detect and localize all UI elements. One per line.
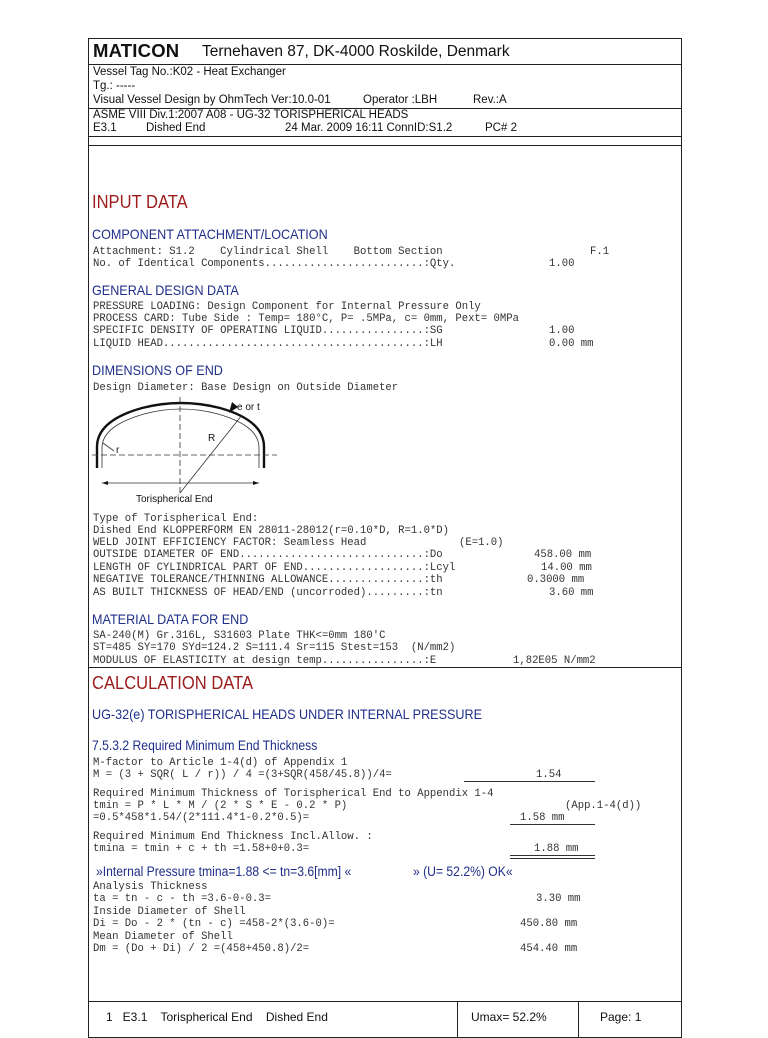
company-address: Ternehaven 87, DK-4000 Roskilde, Denmark	[202, 43, 510, 60]
thinning-allowance: NEGATIVE TOLERANCE/THINNING ALLOWANCE...............:th	[93, 574, 443, 586]
mean-diameter-label: Mean Diameter of Shell	[93, 931, 233, 943]
process-card: PROCESS CARD: Tube Side : Temp= 180°C, P= .5MPa, c= 0mm, Pext= 0MPa	[93, 313, 519, 325]
mean-diameter-value: 454.40 mm	[520, 943, 578, 955]
general-heading: GENERAL DESIGN DATA	[92, 282, 239, 298]
underline	[510, 855, 595, 856]
radius-R-line	[180, 415, 242, 493]
revision: Rev.:A	[473, 94, 507, 106]
tmin-value: 1.58 mm	[520, 812, 565, 824]
company-name: MATICON	[93, 40, 180, 61]
item-name: Dished End	[146, 122, 206, 134]
item-number: E3.1	[93, 122, 117, 134]
footer-separator	[457, 1001, 458, 1038]
analysis-thickness-label: Analysis Thickness	[93, 881, 208, 893]
attachment-heading: COMPONENT ATTACHMENT/LOCATION	[92, 226, 328, 242]
material-spec: SA-240(M) Gr.316L, S31603 Plate THK<=0mm 180'C	[93, 630, 386, 642]
material-stresses: ST=485 SY=170 SYd=124.2 S=111.4 Sr=115 Stest=153 (N/mm2)	[93, 642, 456, 654]
design-code: ASME VIII Div.1:2007 A08 - UG-32 TORISPHERICAL HEADS	[93, 109, 409, 121]
outside-diameter-value: 458.00 mm	[534, 549, 592, 561]
tmina-value: 1.88 mm	[534, 843, 579, 855]
pc-number: PC# 2	[485, 122, 517, 134]
footer-item: 1 E3.1 Torispherical End Dished End	[106, 1010, 328, 1024]
qty-value: 1.00	[549, 258, 575, 270]
weld-factor-value: (E=1.0)	[459, 537, 504, 549]
qty-line: No. of Identical Components.........................:Qty.	[93, 258, 456, 270]
result-utilization: » (U= 52.2%) OK«	[413, 864, 513, 879]
figure-caption: Torispherical End	[136, 494, 213, 505]
label-r: r	[116, 445, 120, 456]
m-factor-value: 1.54	[536, 769, 562, 781]
analysis-thickness-formula: ta = tn - c - th =3.6-0-0.3=	[93, 893, 272, 905]
cyl-length: LENGTH OF CYLINDRICAL PART OF END...................:Lcyl	[93, 562, 456, 574]
divider	[88, 136, 682, 137]
m-factor-formula: M = (3 + SQR( L / r)) / 4 =(3+SQR(458/45.8))/4=	[93, 769, 392, 781]
tmin-formula: tmin = P * L * M / (2 * S * E - 0.2 * P)	[93, 800, 348, 812]
tmina-formula: tmina = tmin + c + th =1.58+0+0.3=	[93, 843, 310, 855]
calculation-subtitle: UG-32(e) TORISPHERICAL HEADS UNDER INTERNAL PRESSURE	[92, 706, 482, 722]
design-diameter: Design Diameter: Base Design on Outside Diameter	[93, 382, 399, 394]
specific-density-value: 1.00	[549, 325, 575, 337]
divider	[88, 145, 682, 146]
vessel-tag: Vessel Tag No.:K02 - Heat Exchanger	[93, 66, 286, 78]
inside-diameter-formula: Di = Do - 2 * (tn - c) =458-2*(3.6-0)=	[93, 918, 335, 930]
type-label: Type of Torispherical End:	[93, 513, 259, 525]
mean-diameter-formula: Dm = (Do + Di) / 2 =(458+450.8)/2=	[93, 943, 310, 955]
underline	[464, 781, 595, 782]
section-heading: 7.5.3.2 Required Minimum End Thickness	[92, 738, 318, 753]
m-factor-label: M-factor to Article 1-4(d) of Appendix 1	[93, 757, 348, 769]
liquid-head: LIQUID HEAD.........................................:LH	[93, 338, 443, 350]
pressure-loading: PRESSURE LOADING: Design Component for Internal Pressure Only	[93, 301, 481, 313]
built-thickness-value: 3.60 mm	[549, 587, 594, 599]
tmina-label: Required Minimum End Thickness Incl.Allow. :	[93, 831, 373, 843]
inside-diameter-value: 450.80 mm	[520, 918, 578, 930]
footer-umax: Umax= 52.2%	[471, 1010, 547, 1024]
label-e-or-t: e or t	[237, 402, 260, 413]
arrow-right	[253, 481, 259, 485]
analysis-thickness-value: 3.30 mm	[536, 893, 581, 905]
outside-diameter: OUTSIDE DIAMETER OF END.............................:Do	[93, 549, 443, 561]
footer-divider	[88, 1001, 682, 1002]
footer-page: Page: 1	[600, 1010, 642, 1024]
modulus-elasticity-value: 1,82E05 N/mm2	[513, 655, 596, 667]
calculation-heading: CALCULATION DATA	[92, 673, 254, 693]
cyl-length-value: 14.00 mm	[541, 562, 592, 574]
software-line: Visual Vessel Design by OhmTech Ver:10.0-01	[93, 94, 331, 106]
operator: Operator :LBH	[363, 94, 438, 106]
built-thickness: AS BUILT THICKNESS OF HEAD/END (uncorroded).........:tn	[93, 587, 443, 599]
material-heading: MATERIAL DATA FOR END	[92, 611, 249, 627]
inner-contour	[102, 409, 259, 468]
divider	[88, 667, 682, 668]
inside-diameter-label: Inside Diameter of Shell	[93, 906, 246, 918]
torispherical-end-figure	[92, 395, 292, 513]
liquid-head-value: 0.00 mm	[549, 338, 594, 350]
radius-r-line	[103, 443, 114, 451]
type-value: Dished End KLOPPERFORM EN 28011-28012(r=0.10*D, R=1.0*D)	[93, 525, 450, 537]
footer-separator	[578, 1001, 579, 1038]
tmin-reference: (App.1-4(d))	[565, 800, 642, 812]
double-underline	[510, 858, 595, 859]
tmin-calc: =0.5*458*1.54/(2*111.4*1-0.2*0.5)=	[93, 812, 310, 824]
date-conn: 24 Mar. 2009 16:11 ConnID:S1.2	[285, 122, 453, 134]
modulus-elasticity: MODULUS OF ELASTICITY at design temp................:E	[93, 655, 437, 667]
input-data-heading: INPUT DATA	[92, 192, 188, 212]
arrow-left	[102, 481, 108, 485]
attachment-line: Attachment: S1.2 Cylindrical Shell Bottom Section	[93, 246, 443, 258]
thinning-allowance-value: 0.3000 mm	[527, 574, 585, 586]
weld-factor: WELD JOINT EFFICIENCY FACTOR: Seamless Head	[93, 537, 367, 549]
underline	[510, 824, 595, 825]
specific-density: SPECIFIC DENSITY OF OPERATING LIQUID................:SG	[93, 325, 443, 337]
attachment-ref: F.1	[590, 246, 610, 258]
tmin-label: Required Minimum Thickness of Torispherical End to Appendix 1-4	[93, 788, 494, 800]
dimensions-heading: DIMENSIONS OF END	[92, 362, 223, 378]
tg-line: Tg.: -----	[93, 80, 136, 92]
result-check: »Internal Pressure tmina=1.88 <= tn=3.6[mm] «	[96, 864, 352, 879]
label-R: R	[208, 433, 216, 444]
divider	[88, 64, 682, 65]
